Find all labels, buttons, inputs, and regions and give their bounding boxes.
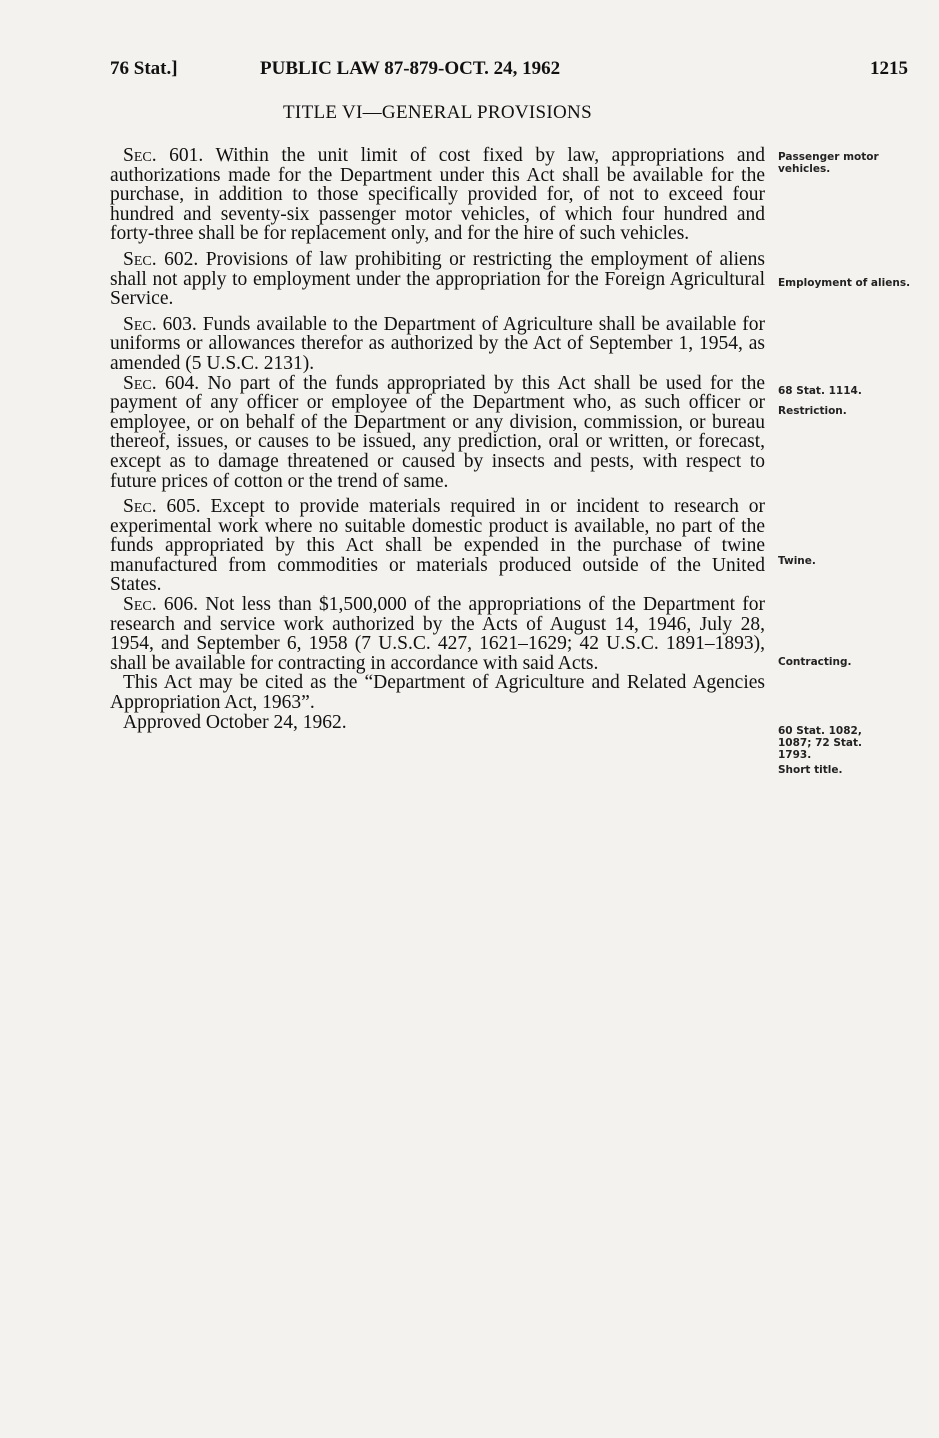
law-title: PUBLIC LAW 87-879-OCT. 24, 1962 (260, 58, 561, 79)
page-number: 1215 (870, 58, 908, 79)
section-label: Sec. (123, 248, 157, 270)
margin-note-stat-citation: 68 Stat. 1114. (778, 385, 862, 397)
short-title-clause: This Act may be cited as the “Department of Agriculture and Related Agencies Appropriation Act, 1963”. (110, 672, 765, 714)
margin-note-short-title: Short title. (778, 764, 843, 776)
margin-note-stat-citations: 60 Stat. 1082, 1087; 72 Stat. 1793. (778, 725, 863, 761)
section-label: Sec. (123, 496, 157, 518)
section-606 (110, 595, 765, 673)
margin-note-contracting: Contracting. (778, 656, 852, 668)
section-text: 602. Provisions of law prohibiting or restricting the employment of aliens shall not apply to employment under the appropriation for the Foreign Agricultural Service. (110, 248, 765, 310)
margin-note-restriction: Restriction. (778, 405, 847, 417)
section-label: Sec. (123, 594, 157, 616)
margin-note-passenger-vehicles: Passenger motor vehicles. (778, 151, 879, 175)
section-601 (110, 146, 765, 244)
approval-line: Approved October 24, 1962. (123, 711, 347, 733)
section-604 (110, 374, 765, 492)
stat-reference: 76 Stat.] (110, 58, 178, 79)
section-text: 606. Not less than $1,500,000 of the appropriations of the Department for research and service work authorized by the Acts of August 14, 1946, July 28, 1954, and September 6, 1958 (7 U.S.C. 427, 1621–1629; 42 U.S.C. 1891–1893), shall be available for contracting in accordance with said Acts. (110, 594, 765, 674)
section-text: 605. Except to provide materials required in or incident to research or experimental work where no suitable domestic product is available, no part of the funds appropriated by this Act shall be expended in the purchase of twine manufactured from commodities or materials produced outside of the United States. (110, 496, 765, 596)
section-label: Sec. (123, 313, 157, 335)
title-heading: TITLE VI—GENERAL PROVISIONS (283, 102, 592, 123)
section-label: Sec. (123, 145, 157, 166)
margin-note-employment-aliens: Employment of aliens. (778, 277, 911, 289)
section-text: 604. No part of the funds appropriated by this Act shall be used for the payment of any officer or employee of the Department who, as such officer or employee, or on behalf of the Department or any division, commission, or bureau thereof, issues, or causes to be issued, any prediction, oral or written, or forecast, except as to damage threatened or caused by insects and pests, with respect to future prices of cotton or the trend of same. (110, 372, 765, 492)
section-602 (110, 250, 765, 309)
section-label: Sec. (123, 372, 157, 394)
section-605 (110, 497, 765, 595)
section-text: 603. Funds available to the Department of Agriculture shall be available for uniforms or allowances therefor as authorized by the Act of September 1, 1954, as amended (5 U.S.C. 2131). (110, 313, 765, 374)
section-603 (110, 315, 765, 374)
running-header (110, 58, 908, 88)
body-text (110, 146, 765, 738)
section-text: 601. Within the unit limit of cost fixed by law, appropriations and authorizations made for the Department under this Act shall be available for the purchase, in addition to those specifically provided for, of not to exceed four hundred and seventy-six passenger motor vehicles, of which four hundred and forty-three shall be for replacement only, and for the hire of such vehicles. (110, 145, 765, 245)
margin-note-twine: Twine. (778, 555, 816, 567)
